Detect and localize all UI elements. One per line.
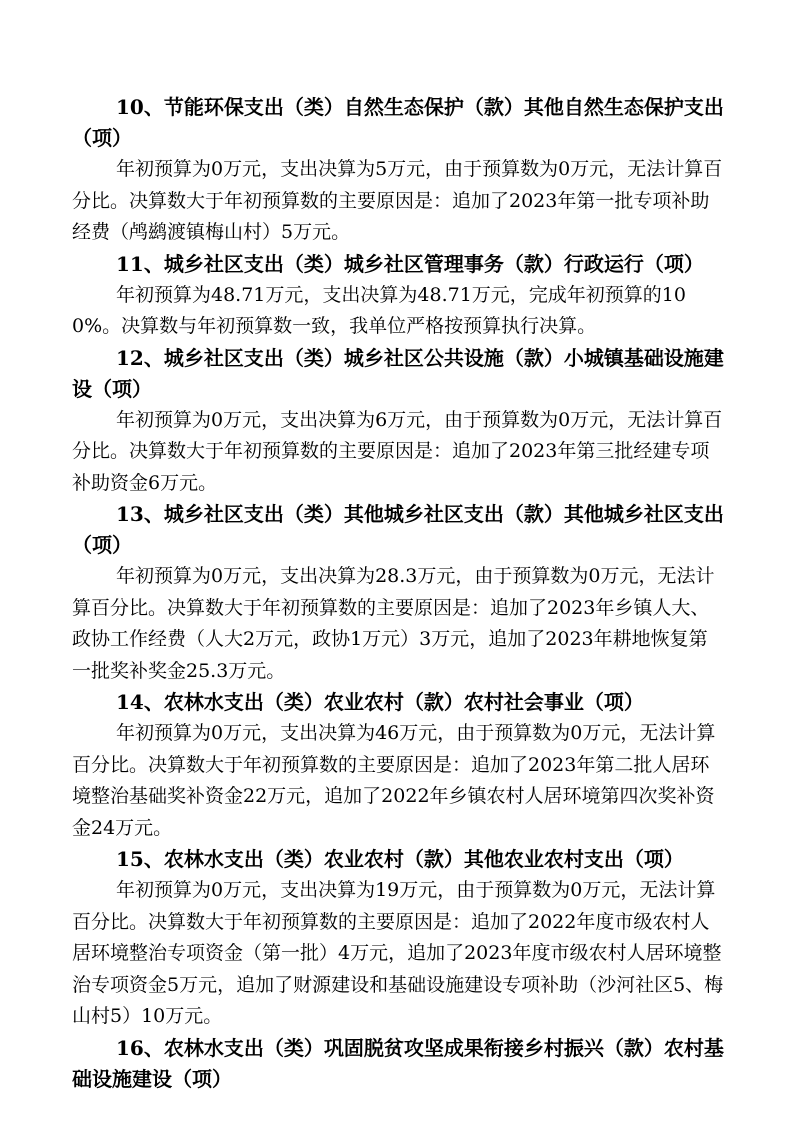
section-13-body: 年初预算为0万元，支出决算为28.3万元，由于预算数为0万元，无法计算百分比。决算数大于年初预算数的主要原因是：追加了2023年乡镇人大、政协工作经费（人大2万元，政协1万元）3万元，追加了2023年耕地恢复第一批奖补奖金25.3万元。	[72, 565, 715, 682]
section-15-body: 年初预算为0万元，支出决算为19万元，由于预算数为0万元，无法计算百分比。决算数大于年初预算数的主要原因是：追加了2022年度市级农村人居环境整治专项资金（第一批）4万元，追加了2023年度市级农村人居环境整治专项资金5万元，追加了财源建设和基础设施建设专项补助（沙河社区5、梅山村5）10万元。	[72, 879, 724, 1027]
section-15-heading: 15、农林水支出（类）农业农村（款）其他农业农村支出（项）	[116, 847, 684, 871]
section-10-heading: 10、节能环保支出（类）自然生态保护（款）其他自然生态保护支出（项）	[72, 95, 724, 150]
section-16-heading: 16、农林水支出（类）巩固脱贫攻坚成果衔接乡村振兴（款）农村基础设施建设（项）	[72, 1035, 724, 1091]
section-14-heading: 14、农林水支出（类）农业农村（款）农村社会事业（项）	[116, 690, 644, 714]
section-10-body: 年初预算为0万元，支出决算为5万元，由于预算数为0万元，无法计算百分比。决算数大于年初预算数的主要原因是：追加了2023年第一批专项补助经费（鸬鹚渡镇梅山村）5万元。	[72, 158, 723, 243]
section-12-heading: 12、城乡社区支出（类）城乡社区公共设施（款）小城镇基础设施建设（项）	[72, 345, 724, 401]
section-11-body: 年初预算为48.71万元，支出决算为48.71万元，完成年初预算的100%。决算数与年初预算数一致，我单位严格按预算执行决算。	[72, 283, 686, 337]
section-12-body: 年初预算为0万元，支出决算为6万元，由于预算数为0万元，无法计算百分比。决算数大于年初预算数的主要原因是：追加了2023年第三批经建专项补助资金6万元。	[72, 408, 723, 494]
section-13-heading: 13、城乡社区支出（类）其他城乡社区支出（款）其他城乡社区支出（项）	[72, 502, 724, 557]
section-11-heading: 11、城乡社区支出（类）城乡社区管理事务（款）行政运行（项）	[116, 251, 704, 276]
document-body	[72, 92, 724, 1095]
section-14-body: 年初预算为0万元，支出决算为46万元，由于预算数为0万元，无法计算百分比。决算数大于年初预算数的主要原因是：追加了2023年第二批人居环境整治基础奖补资金22万元，追加了2022年乡镇农村人居环境第四次奖补资金24万元。	[72, 722, 716, 839]
